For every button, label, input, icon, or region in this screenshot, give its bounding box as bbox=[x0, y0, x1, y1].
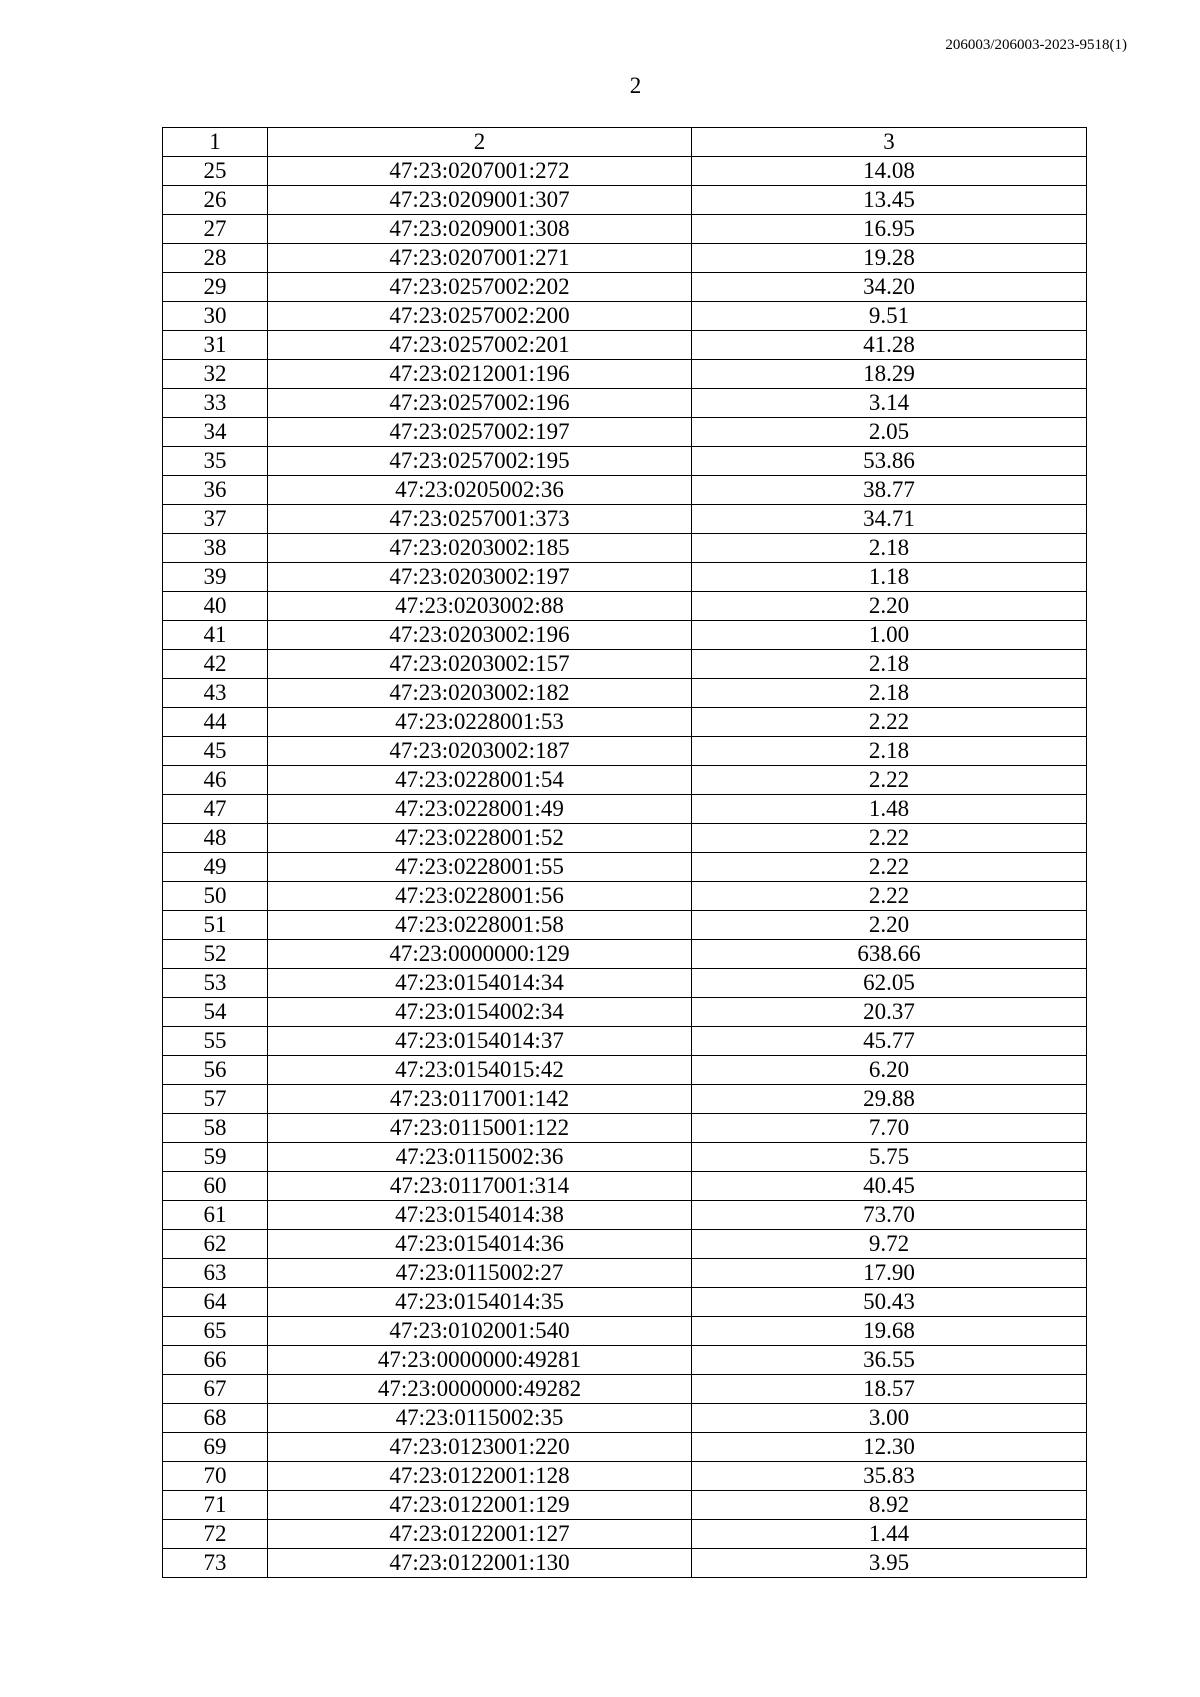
table-row bbox=[163, 244, 1087, 273]
area-value-cell: 17.90 bbox=[692, 1259, 1087, 1288]
table-row bbox=[163, 1056, 1087, 1085]
table-row bbox=[163, 824, 1087, 853]
table-row bbox=[163, 1259, 1087, 1288]
cadastral-number-cell: 47:23:0102001:540 bbox=[268, 1317, 692, 1346]
row-number-cell: 29 bbox=[163, 273, 268, 302]
table-row bbox=[163, 969, 1087, 998]
area-value-cell: 14.08 bbox=[692, 157, 1087, 186]
row-number-cell: 50 bbox=[163, 882, 268, 911]
column-header-1: 1 bbox=[163, 128, 268, 157]
row-number-cell: 38 bbox=[163, 534, 268, 563]
cadastral-number-cell: 47:23:0228001:54 bbox=[268, 766, 692, 795]
cadastral-number-cell: 47:23:0117001:314 bbox=[268, 1172, 692, 1201]
area-value-cell: 34.20 bbox=[692, 273, 1087, 302]
row-number-cell: 37 bbox=[163, 505, 268, 534]
row-number-cell: 34 bbox=[163, 418, 268, 447]
row-number-cell: 27 bbox=[163, 215, 268, 244]
cadastral-number-cell: 47:23:0212001:196 bbox=[268, 360, 692, 389]
cadastral-number-cell: 47:23:0228001:53 bbox=[268, 708, 692, 737]
table-row bbox=[163, 360, 1087, 389]
area-value-cell: 19.68 bbox=[692, 1317, 1087, 1346]
column-header-3: 3 bbox=[692, 128, 1087, 157]
area-value-cell: 45.77 bbox=[692, 1027, 1087, 1056]
cadastral-number-cell: 47:23:0154014:35 bbox=[268, 1288, 692, 1317]
area-value-cell: 5.75 bbox=[692, 1143, 1087, 1172]
row-number-cell: 55 bbox=[163, 1027, 268, 1056]
cadastral-number-cell: 47:23:0115002:35 bbox=[268, 1404, 692, 1433]
table-row bbox=[163, 1085, 1087, 1114]
area-value-cell: 41.28 bbox=[692, 331, 1087, 360]
table-row bbox=[163, 1433, 1087, 1462]
cadastral-number-cell: 47:23:0209001:307 bbox=[268, 186, 692, 215]
row-number-cell: 46 bbox=[163, 766, 268, 795]
row-number-cell: 61 bbox=[163, 1201, 268, 1230]
area-value-cell: 2.05 bbox=[692, 418, 1087, 447]
row-number-cell: 68 bbox=[163, 1404, 268, 1433]
cadastral-number-cell: 47:23:0203002:196 bbox=[268, 621, 692, 650]
table-row bbox=[163, 389, 1087, 418]
table-row bbox=[163, 534, 1087, 563]
row-number-cell: 67 bbox=[163, 1375, 268, 1404]
row-number-cell: 63 bbox=[163, 1259, 268, 1288]
cadastral-number-cell: 47:23:0203002:182 bbox=[268, 679, 692, 708]
area-value-cell: 2.18 bbox=[692, 737, 1087, 766]
row-number-cell: 53 bbox=[163, 969, 268, 998]
area-value-cell: 2.20 bbox=[692, 911, 1087, 940]
area-value-cell: 62.05 bbox=[692, 969, 1087, 998]
area-value-cell: 6.20 bbox=[692, 1056, 1087, 1085]
area-value-cell: 3.95 bbox=[692, 1549, 1087, 1578]
area-value-cell: 2.18 bbox=[692, 650, 1087, 679]
table-body bbox=[163, 157, 1087, 1578]
row-number-cell: 72 bbox=[163, 1520, 268, 1549]
table-row bbox=[163, 1230, 1087, 1259]
area-value-cell: 13.45 bbox=[692, 186, 1087, 215]
row-number-cell: 64 bbox=[163, 1288, 268, 1317]
row-number-cell: 51 bbox=[163, 911, 268, 940]
table-row bbox=[163, 679, 1087, 708]
area-value-cell: 1.18 bbox=[692, 563, 1087, 592]
area-value-cell: 1.00 bbox=[692, 621, 1087, 650]
row-number-cell: 31 bbox=[163, 331, 268, 360]
cadastral-number-cell: 47:23:0154014:38 bbox=[268, 1201, 692, 1230]
table-row bbox=[163, 1317, 1087, 1346]
cadastral-number-cell: 47:23:0257002:200 bbox=[268, 302, 692, 331]
area-value-cell: 7.70 bbox=[692, 1114, 1087, 1143]
row-number-cell: 54 bbox=[163, 998, 268, 1027]
cadastral-number-cell: 47:23:0000000:49281 bbox=[268, 1346, 692, 1375]
table-row bbox=[163, 940, 1087, 969]
cadastral-number-cell: 47:23:0209001:308 bbox=[268, 215, 692, 244]
cadastral-number-cell: 47:23:0228001:56 bbox=[268, 882, 692, 911]
table-row bbox=[163, 1114, 1087, 1143]
cadastral-number-cell: 47:23:0207001:272 bbox=[268, 157, 692, 186]
table-row bbox=[163, 853, 1087, 882]
header-row bbox=[163, 128, 1087, 157]
area-value-cell: 18.29 bbox=[692, 360, 1087, 389]
cadastral-number-cell: 47:23:0203002:157 bbox=[268, 650, 692, 679]
table-row bbox=[163, 418, 1087, 447]
cadastral-number-cell: 47:23:0203002:88 bbox=[268, 592, 692, 621]
row-number-cell: 49 bbox=[163, 853, 268, 882]
area-value-cell: 53.86 bbox=[692, 447, 1087, 476]
area-value-cell: 36.55 bbox=[692, 1346, 1087, 1375]
cadastral-number-cell: 47:23:0115001:122 bbox=[268, 1114, 692, 1143]
area-value-cell: 1.48 bbox=[692, 795, 1087, 824]
cadastral-number-cell: 47:23:0257002:201 bbox=[268, 331, 692, 360]
cadastral-number-cell: 47:23:0122001:127 bbox=[268, 1520, 692, 1549]
cadastral-number-cell: 47:23:0257002:196 bbox=[268, 389, 692, 418]
area-value-cell: 2.22 bbox=[692, 766, 1087, 795]
row-number-cell: 47 bbox=[163, 795, 268, 824]
document-reference: 206003/206003-2023-9518(1) bbox=[945, 37, 1127, 53]
table-row bbox=[163, 766, 1087, 795]
row-number-cell: 70 bbox=[163, 1462, 268, 1491]
area-value-cell: 3.00 bbox=[692, 1404, 1087, 1433]
area-value-cell: 19.28 bbox=[692, 244, 1087, 273]
area-value-cell: 2.22 bbox=[692, 882, 1087, 911]
table-row bbox=[163, 1375, 1087, 1404]
row-number-cell: 59 bbox=[163, 1143, 268, 1172]
table-row bbox=[163, 447, 1087, 476]
cadastral-number-cell: 47:23:0257002:202 bbox=[268, 273, 692, 302]
cadastral-number-cell: 47:23:0000000:49282 bbox=[268, 1375, 692, 1404]
row-number-cell: 25 bbox=[163, 157, 268, 186]
table-row bbox=[163, 302, 1087, 331]
table-row bbox=[163, 1404, 1087, 1433]
row-number-cell: 26 bbox=[163, 186, 268, 215]
table-row bbox=[163, 998, 1087, 1027]
cadastral-number-cell: 47:23:0123001:220 bbox=[268, 1433, 692, 1462]
row-number-cell: 62 bbox=[163, 1230, 268, 1259]
page-number: 2 bbox=[629, 73, 642, 98]
area-value-cell: 18.57 bbox=[692, 1375, 1087, 1404]
row-number-cell: 44 bbox=[163, 708, 268, 737]
table-row bbox=[163, 1201, 1087, 1230]
table-row bbox=[163, 882, 1087, 911]
cadastral-number-cell: 47:23:0115002:27 bbox=[268, 1259, 692, 1288]
area-value-cell: 34.71 bbox=[692, 505, 1087, 534]
cadastral-number-cell: 47:23:0205002:36 bbox=[268, 476, 692, 505]
table-row bbox=[163, 505, 1087, 534]
table-row bbox=[163, 1491, 1087, 1520]
table-row bbox=[163, 157, 1087, 186]
row-number-cell: 69 bbox=[163, 1433, 268, 1462]
row-number-cell: 40 bbox=[163, 592, 268, 621]
area-value-cell: 38.77 bbox=[692, 476, 1087, 505]
parcel-table bbox=[162, 127, 1087, 1578]
area-value-cell: 29.88 bbox=[692, 1085, 1087, 1114]
table-row bbox=[163, 1520, 1087, 1549]
table-row bbox=[163, 563, 1087, 592]
cadastral-number-cell: 47:23:0257002:197 bbox=[268, 418, 692, 447]
row-number-cell: 32 bbox=[163, 360, 268, 389]
row-number-cell: 35 bbox=[163, 447, 268, 476]
area-value-cell: 2.20 bbox=[692, 592, 1087, 621]
cadastral-number-cell: 47:23:0117001:142 bbox=[268, 1085, 692, 1114]
area-value-cell: 2.22 bbox=[692, 708, 1087, 737]
area-value-cell: 73.70 bbox=[692, 1201, 1087, 1230]
cadastral-number-cell: 47:23:0228001:55 bbox=[268, 853, 692, 882]
table-row bbox=[163, 621, 1087, 650]
row-number-cell: 39 bbox=[163, 563, 268, 592]
area-value-cell: 50.43 bbox=[692, 1288, 1087, 1317]
table-row bbox=[163, 1143, 1087, 1172]
cadastral-number-cell: 47:23:0154014:34 bbox=[268, 969, 692, 998]
table-row bbox=[163, 1172, 1087, 1201]
area-value-cell: 2.22 bbox=[692, 853, 1087, 882]
cadastral-number-cell: 47:23:0257002:195 bbox=[268, 447, 692, 476]
table-row bbox=[163, 911, 1087, 940]
cadastral-number-cell: 47:23:0228001:52 bbox=[268, 824, 692, 853]
cadastral-number-cell: 47:23:0228001:58 bbox=[268, 911, 692, 940]
area-value-cell: 20.37 bbox=[692, 998, 1087, 1027]
cadastral-number-cell: 47:23:0122001:130 bbox=[268, 1549, 692, 1578]
row-number-cell: 45 bbox=[163, 737, 268, 766]
table-row bbox=[163, 1027, 1087, 1056]
cadastral-number-cell: 47:23:0122001:129 bbox=[268, 1491, 692, 1520]
row-number-cell: 48 bbox=[163, 824, 268, 853]
row-number-cell: 65 bbox=[163, 1317, 268, 1346]
cadastral-number-cell: 47:23:0203002:187 bbox=[268, 737, 692, 766]
table-row bbox=[163, 186, 1087, 215]
row-number-cell: 52 bbox=[163, 940, 268, 969]
cadastral-number-cell: 47:23:0207001:271 bbox=[268, 244, 692, 273]
table-row bbox=[163, 795, 1087, 824]
row-number-cell: 30 bbox=[163, 302, 268, 331]
area-value-cell: 12.30 bbox=[692, 1433, 1087, 1462]
cadastral-number-cell: 47:23:0228001:49 bbox=[268, 795, 692, 824]
area-value-cell: 638.66 bbox=[692, 940, 1087, 969]
area-value-cell: 40.45 bbox=[692, 1172, 1087, 1201]
area-value-cell: 35.83 bbox=[692, 1462, 1087, 1491]
cadastral-number-cell: 47:23:0154002:34 bbox=[268, 998, 692, 1027]
cadastral-number-cell: 47:23:0154014:36 bbox=[268, 1230, 692, 1259]
row-number-cell: 66 bbox=[163, 1346, 268, 1375]
row-number-cell: 58 bbox=[163, 1114, 268, 1143]
cadastral-number-cell: 47:23:0154015:42 bbox=[268, 1056, 692, 1085]
row-number-cell: 73 bbox=[163, 1549, 268, 1578]
area-value-cell: 8.92 bbox=[692, 1491, 1087, 1520]
row-number-cell: 42 bbox=[163, 650, 268, 679]
area-value-cell: 1.44 bbox=[692, 1520, 1087, 1549]
cadastral-number-cell: 47:23:0203002:197 bbox=[268, 563, 692, 592]
column-header-2: 2 bbox=[268, 128, 692, 157]
table-row bbox=[163, 331, 1087, 360]
table-header bbox=[163, 128, 1087, 157]
table-row bbox=[163, 592, 1087, 621]
table-row bbox=[163, 476, 1087, 505]
row-number-cell: 33 bbox=[163, 389, 268, 418]
table-row bbox=[163, 273, 1087, 302]
cadastral-number-cell: 47:23:0257001:373 bbox=[268, 505, 692, 534]
cadastral-number-cell: 47:23:0203002:185 bbox=[268, 534, 692, 563]
row-number-cell: 36 bbox=[163, 476, 268, 505]
table-row bbox=[163, 650, 1087, 679]
area-value-cell: 2.18 bbox=[692, 534, 1087, 563]
cadastral-number-cell: 47:23:0154014:37 bbox=[268, 1027, 692, 1056]
row-number-cell: 71 bbox=[163, 1491, 268, 1520]
table-row bbox=[163, 1346, 1087, 1375]
row-number-cell: 60 bbox=[163, 1172, 268, 1201]
area-value-cell: 2.18 bbox=[692, 679, 1087, 708]
table-row bbox=[163, 215, 1087, 244]
row-number-cell: 43 bbox=[163, 679, 268, 708]
row-number-cell: 56 bbox=[163, 1056, 268, 1085]
row-number-cell: 57 bbox=[163, 1085, 268, 1114]
area-value-cell: 9.72 bbox=[692, 1230, 1087, 1259]
cadastral-number-cell: 47:23:0122001:128 bbox=[268, 1462, 692, 1491]
row-number-cell: 28 bbox=[163, 244, 268, 273]
area-value-cell: 2.22 bbox=[692, 824, 1087, 853]
area-value-cell: 9.51 bbox=[692, 302, 1087, 331]
table-row bbox=[163, 1549, 1087, 1578]
cadastral-number-cell: 47:23:0000000:129 bbox=[268, 940, 692, 969]
cadastral-number-cell: 47:23:0115002:36 bbox=[268, 1143, 692, 1172]
table-row bbox=[163, 1288, 1087, 1317]
table-row bbox=[163, 1462, 1087, 1491]
row-number-cell: 41 bbox=[163, 621, 268, 650]
table-row bbox=[163, 708, 1087, 737]
table-row bbox=[163, 737, 1087, 766]
area-value-cell: 16.95 bbox=[692, 215, 1087, 244]
area-value-cell: 3.14 bbox=[692, 389, 1087, 418]
